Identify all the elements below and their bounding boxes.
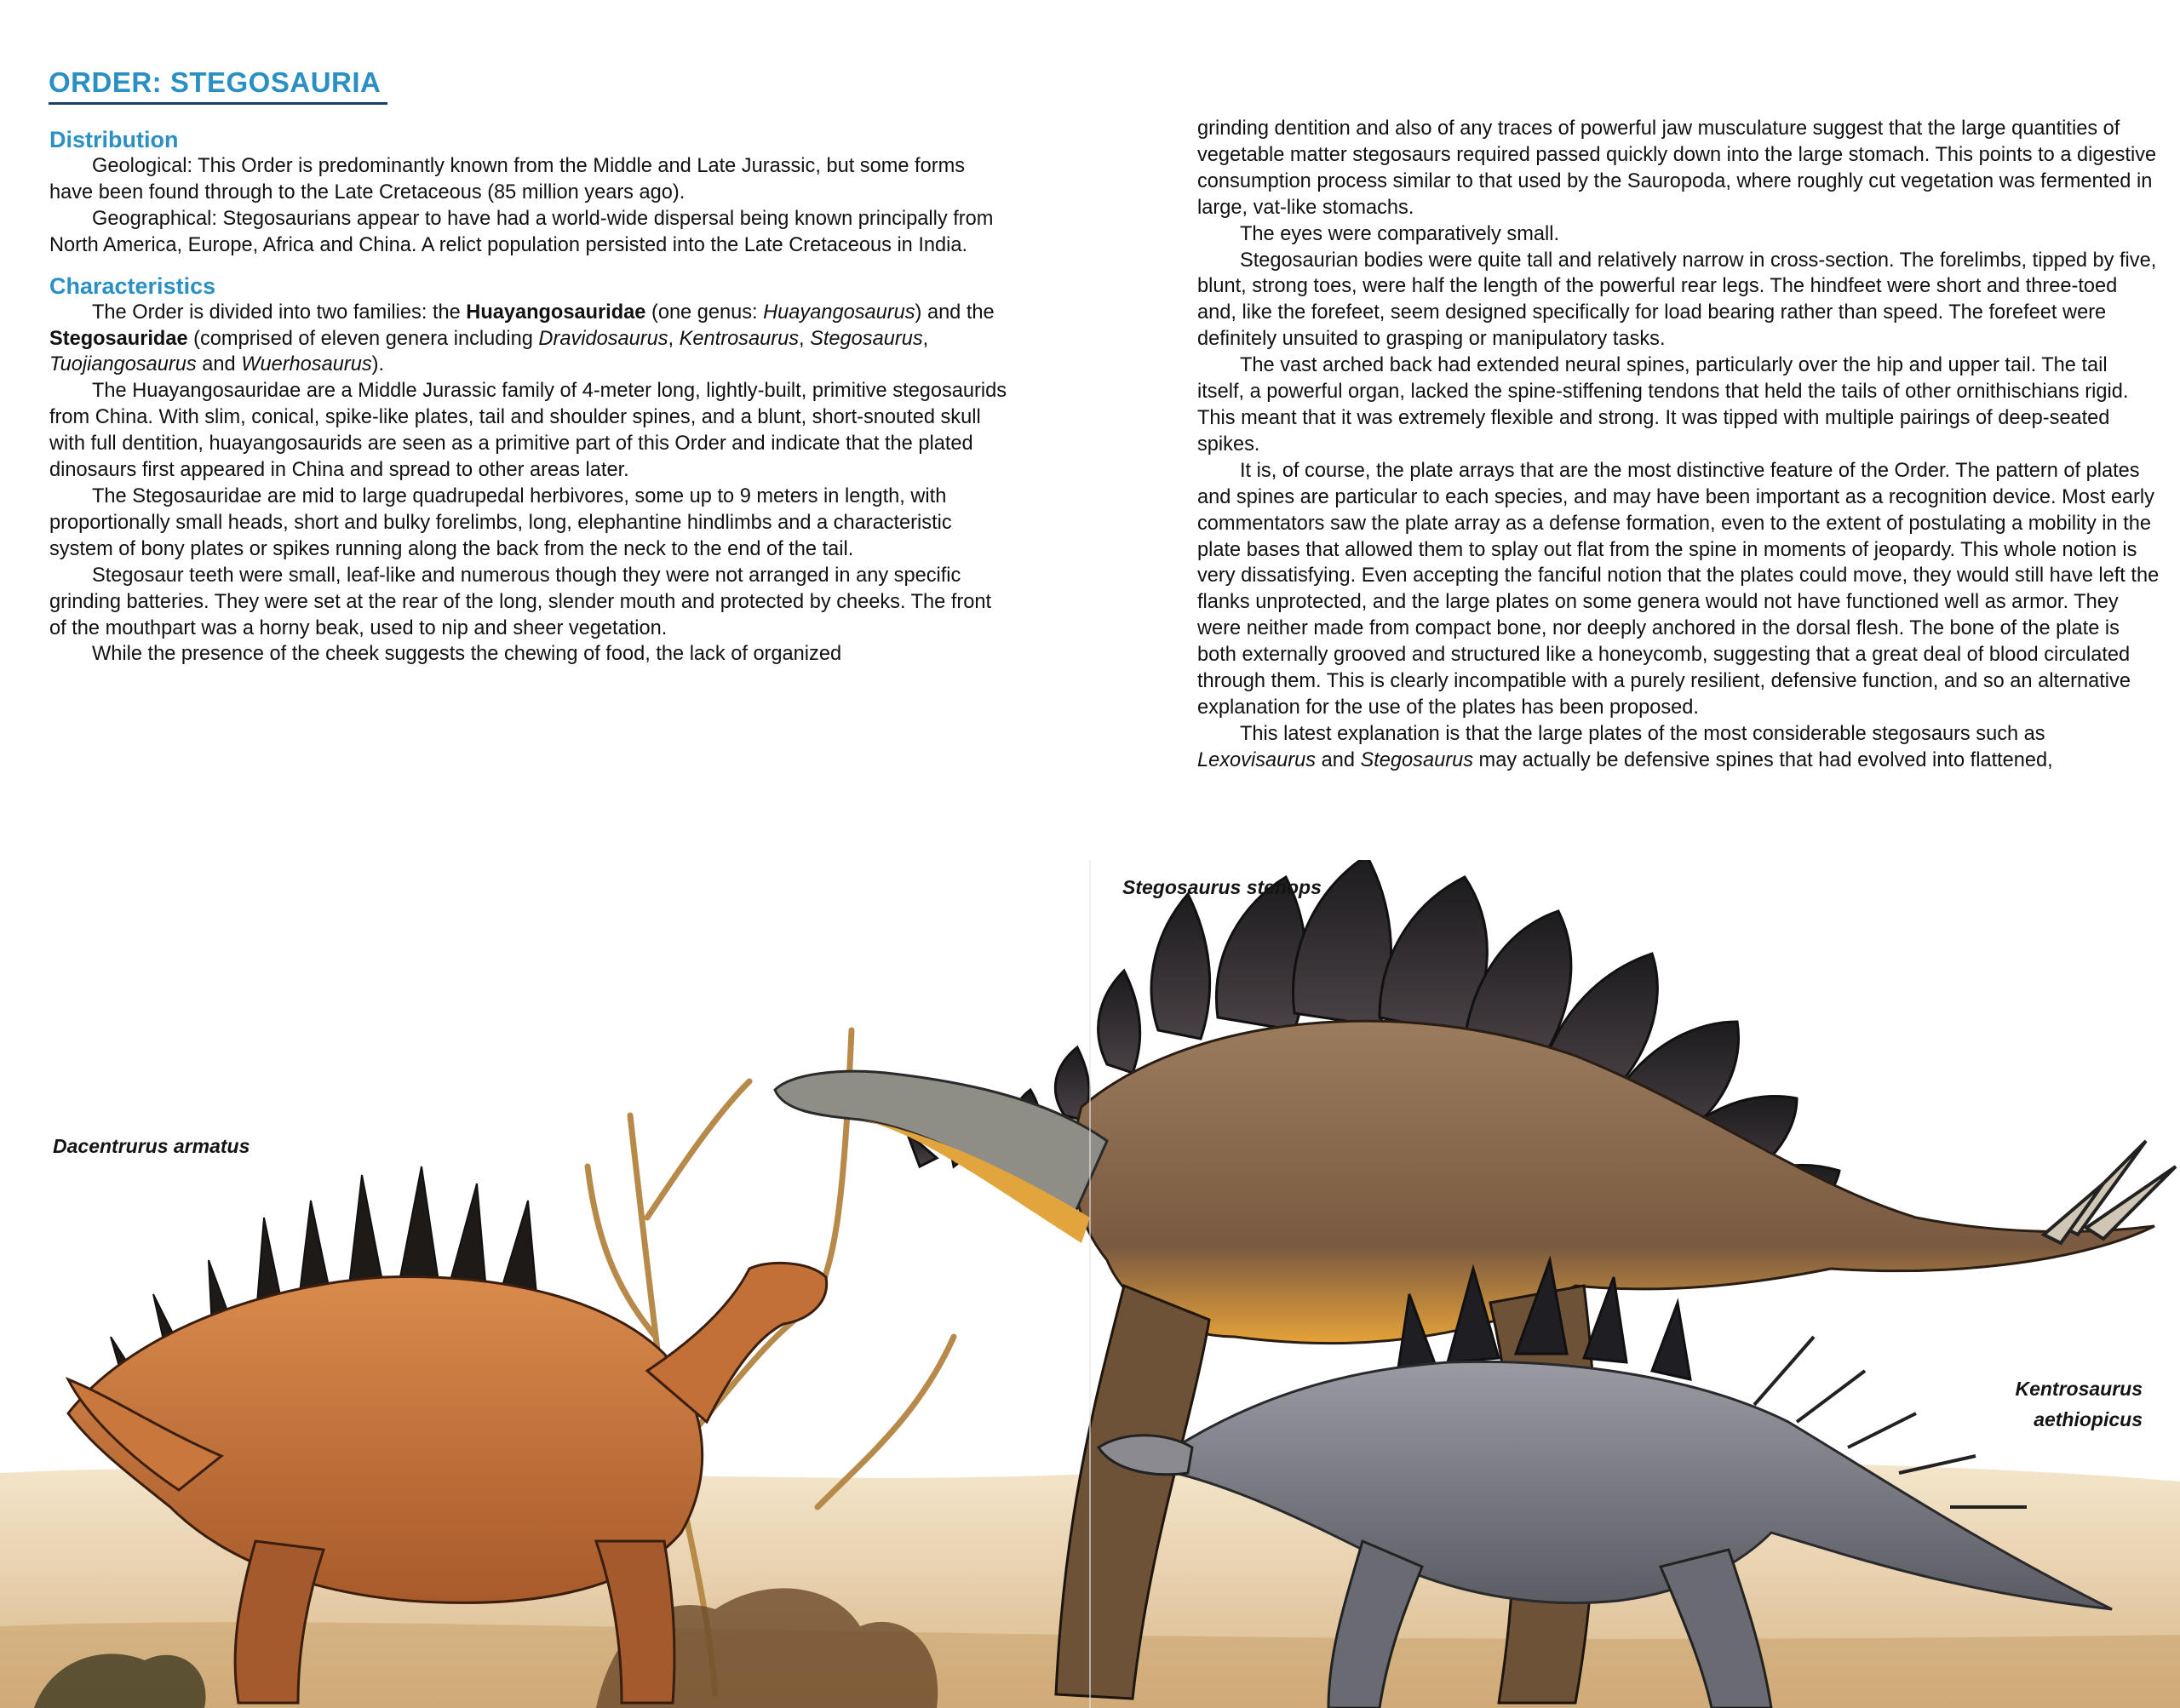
explanation-paragraph: This latest explanation is that the large plates of the most considerable stegosaurs such as Lexovisaurus and Stegosaurus may actually be defensive spines that had evolved into flattened, xyxy=(1197,722,2053,771)
left-column xyxy=(49,126,1008,668)
huayangosauridae-paragraph: The Huayangosauridae are a Middle Jurassic family of 4-meter long, lightly-built, primitive stegosaurids from China. With slim, conical, spike-like plates, tail and shoulder spines, and a blunt, short-snouted skull with full dentition, huayangosaurids are seen as a primitive part of this Order and indicate that the plated dinosaurs first appeared in China and spread to other areas later. xyxy=(49,380,1007,482)
caption-dacentrurus: Dacentrurus armatus xyxy=(53,1135,250,1157)
page-title: ORDER: STEGOSAURIA xyxy=(49,66,387,105)
dinosaur-illustration xyxy=(0,860,2180,1708)
characteristics-heading: Characteristics xyxy=(49,272,216,299)
geological-paragraph: Geological: This Order is predominantly known from the Middle and Late Jurassic, but some forms have been found through to the Late Cretaceous (85 million years ago). xyxy=(49,155,966,203)
dentition-paragraph: grinding dentition and also of any traces of powerful jaw musculature suggest that the large quantities of vegetable matter stegosaurs required passed quickly down into the large stomach. This points to a digestive consumption process similar to that used by the Sauropoda, where roughly cut vegetation was fermented in large, vat-like stomachs. xyxy=(1197,117,2157,219)
stegosauridae-paragraph: The Stegosauridae are mid to large quadrupedal herbivores, some up to 9 meters in length, with proportionally small heads, short and bulky forelimbs, long, elephantine hindlimbs and a characteristic system of bony plates or spikes running along the back from the neck to the end of the tail. xyxy=(49,484,952,560)
eyes-paragraph: The eyes were comparatively small. xyxy=(1240,222,1560,245)
plates-paragraph: It is, of course, the plate arrays that are the most distinctive feature of the Order. The pattern of plates and spines are particular to each species, and may have been important as a recognition device. Most early commentators saw the plate array as a defense formation, even to the extent of postulating a mobility in the plate bases that allowed them to splay out flat from the spine in moments of jeopardy. This whole notion is very dissatisfying. Even accepting the fanciful notion that the plates could move, they would still have left the flanks unprotected, and the large plates on some genera would not have functioned well as armor. They were neither made from compact bone, nor deeply anchored in the dorsal flesh. The bone of the plate is both externally grooved and structured like a honeycomb, suggesting that a great deal of blood circulated through them. This is clearly incompatible with a purely resilient, defensive function, and so an alternative explanation for the use of the plates has been proposed. xyxy=(1197,459,2160,719)
cheek-paragraph: While the presence of the cheek suggests the chewing of food, the lack of organized xyxy=(92,643,842,666)
family-huayangosauridae: Huayangosauridae xyxy=(466,301,646,324)
geographical-paragraph: Geographical: Stegosaurians appear to have had a world-wide dispersal being known principally from North America, Europe, Africa and China. A relict population persisted into the Late Cretaceous in India. xyxy=(49,207,994,256)
caption-kentrosaurus-line1: Kentrosaurus xyxy=(2015,1378,2143,1400)
bodies-paragraph: Stegosaurian bodies were quite tall and relatively narrow in cross-section. The forelimbs, tipped by five, blunt, strong toes, were half the length of the powerful rear legs. The hindfeet were short and three-toed and, like the forefeet, seem designed specifically for load bearing rather than speed. The forefeet were definitely unsuited to grasping or manipulatory tasks. xyxy=(1197,249,2157,351)
caption-stegosaurus: Stegosaurus stenops xyxy=(1122,876,1322,898)
distribution-heading: Distribution xyxy=(49,127,179,152)
stegosaurus-tail-spikes xyxy=(2044,1141,2176,1243)
family-stegosauridae: Stegosauridae xyxy=(49,327,188,350)
teeth-paragraph: Stegosaur teeth were small, leaf-like and numerous though they were not arranged in any specific grinding batteries. They were set at the rear of the long, slender mouth and protected by cheeks. The front of the mouthpart was a horny beak, used to nip and sheer vegetation. xyxy=(49,564,992,639)
families-paragraph: The Order is divided into two families: the Huayangosauridae (one genus: Huayangosaurus) and the Stegosauridae (comprised of eleven genera including Dravidosaurus, Kentrosaurus, Stegosaurus, Tuojiangosaurus and Wuerhosaurus). xyxy=(49,301,995,376)
right-column xyxy=(1197,116,2160,774)
caption-kentrosaurus xyxy=(1959,1373,2143,1435)
caption-kentrosaurus-line2: aethiopicus xyxy=(2034,1408,2143,1430)
back-paragraph: The vast arched back had extended neural spines, particularly over the hip and upper tail. The tail itself, a powerful organ, lacked the spine-stiffening tendons that held the tails of other ornithischians rigid. This meant that it was extremely flexible and strong. It was tipped with multiple pairings of deep-seated spikes. xyxy=(1197,354,2129,456)
